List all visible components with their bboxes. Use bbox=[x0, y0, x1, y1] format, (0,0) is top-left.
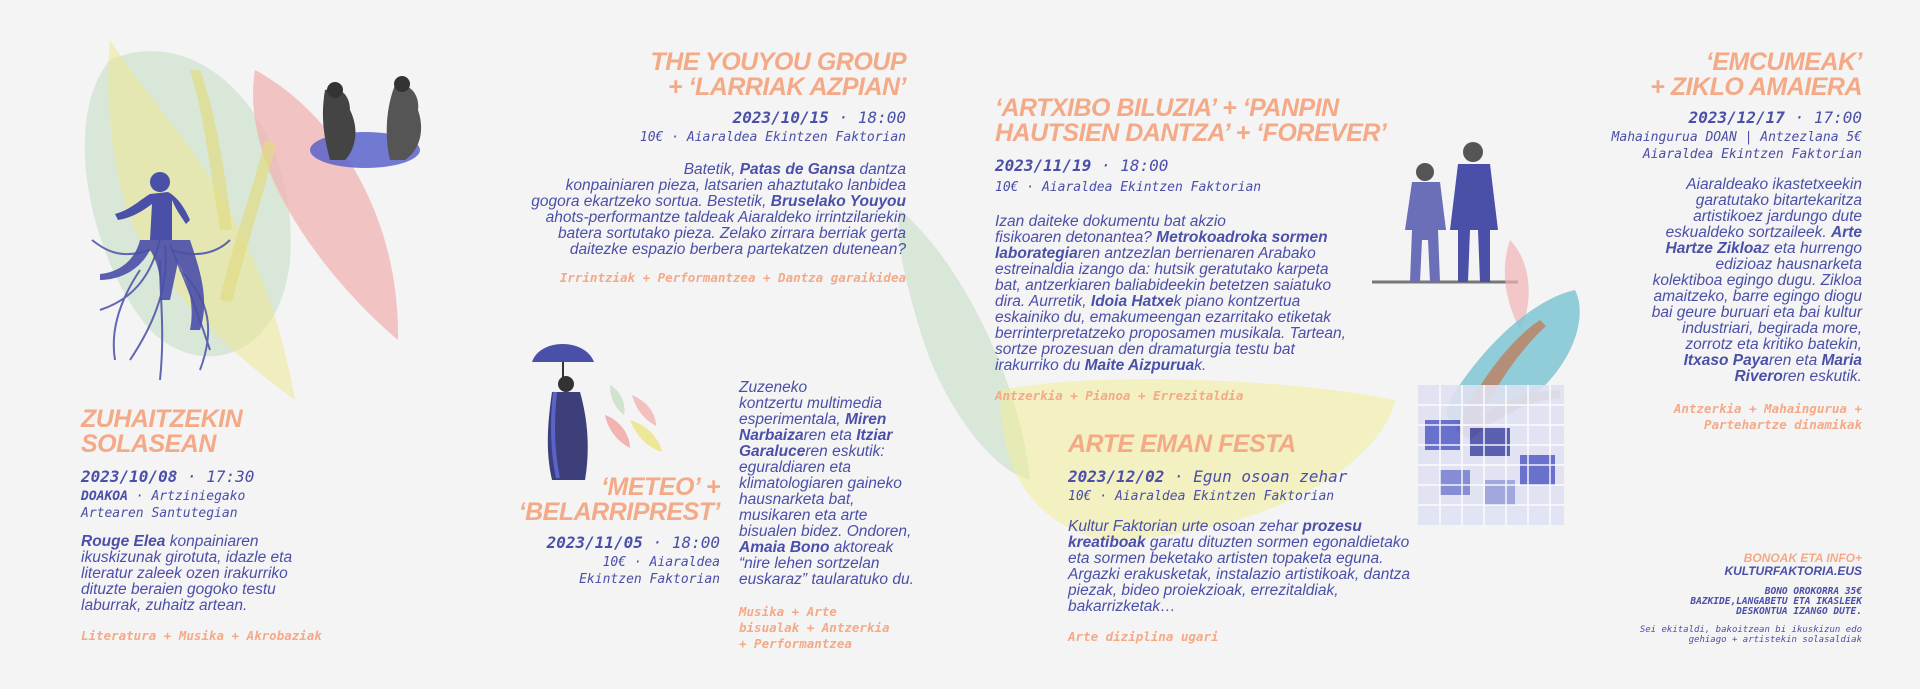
description-text: ren antzezlan berrienaren Arabako bbox=[1077, 245, 1316, 262]
description-text: z eta hurrengo bbox=[1762, 240, 1862, 257]
description-text: k. bbox=[1194, 357, 1207, 374]
description-text: garatutako bitartekaritza bbox=[1695, 192, 1862, 209]
event-tags bbox=[739, 604, 939, 652]
description-text: ren eskutik: bbox=[805, 443, 885, 460]
description-text: k piano kontzertua bbox=[1173, 293, 1301, 310]
description-text: bai geure buruari eta bai kultur bbox=[1651, 304, 1862, 321]
seated-figures-illustration bbox=[310, 76, 421, 168]
event-date bbox=[81, 467, 381, 486]
event-youyou bbox=[480, 50, 906, 286]
highlight-text: kreatiboak bbox=[1068, 534, 1146, 551]
event-tags: Literatura + Musika + Akrobaziak bbox=[81, 628, 322, 643]
event-artxibo bbox=[995, 96, 1395, 404]
description-text: konpainiaren bbox=[165, 533, 259, 550]
event-place-line: Artearen Santutegian bbox=[81, 506, 238, 521]
event-time: · 17:30 bbox=[186, 467, 255, 486]
description-text: Batetik, bbox=[683, 161, 740, 178]
description-text: eta sormen beketako artisten topaketa eguna. bbox=[1068, 550, 1384, 567]
event-title bbox=[81, 407, 381, 457]
footer-note-line: Sei ekitaldi, bakoitzean bi ikuskizun edo bbox=[1639, 625, 1862, 635]
umbrella-figure-illustration bbox=[532, 344, 594, 480]
event-place-line: 10€ · Aiaraldea bbox=[602, 555, 720, 570]
description-text: industriari, begirada more, bbox=[1681, 320, 1862, 337]
event-place: 10€ · Aiaraldea Ekintzen Faktorian bbox=[995, 180, 1262, 195]
description-text: aktoreak bbox=[829, 539, 894, 556]
event-title bbox=[995, 96, 1395, 146]
performer-name: Metrokoadroka sormen bbox=[1156, 229, 1328, 246]
description-text: edizioaz hausnarketa bbox=[1715, 256, 1862, 273]
event-title-line: ZUHAITZEKIN bbox=[81, 405, 243, 433]
event-title-line: ‘BELARRIPREST’ bbox=[518, 498, 720, 526]
event-title-line: ‘METEO’ + bbox=[601, 473, 720, 501]
event-time: · 18:00 bbox=[652, 533, 720, 552]
description-text: eskualdeko sortzaileek. bbox=[1665, 224, 1831, 241]
small-pink-leaf-2 bbox=[632, 395, 656, 426]
description-text: irakurriko du bbox=[995, 357, 1085, 374]
performer-name: Itxaso Paya bbox=[1683, 352, 1769, 369]
event-tags-line: Partehartze dinamikak bbox=[1703, 417, 1862, 432]
footer-note-line: gehiago + artistekin solasaldiak bbox=[1688, 635, 1862, 645]
description-text: ren eskutik. bbox=[1782, 368, 1862, 385]
description-text: esperimentala, bbox=[739, 411, 845, 428]
performer-name: Miren bbox=[844, 411, 887, 428]
event-time: · Egun osoan zehar bbox=[1173, 467, 1348, 486]
event-date-value: 2023/11/05 bbox=[546, 533, 643, 552]
event-date-value: 2023/10/08 bbox=[81, 467, 178, 486]
event-time: · 17:00 bbox=[1794, 108, 1862, 127]
description-text: “nire lehen sortzelan bbox=[739, 555, 880, 572]
event-date bbox=[500, 533, 720, 552]
performer-name: Garaluce bbox=[739, 443, 806, 460]
event-tags-line: Musika + Arte bbox=[739, 604, 837, 619]
description-text: ahots-performantze taldeak Aiaraldeko irrintzilariekin bbox=[545, 209, 906, 226]
highlight-text: Hartze Zikloa bbox=[1665, 240, 1763, 257]
event-time: · 18:00 bbox=[838, 108, 906, 127]
description-text: Izan daiteke dokumentu bat akzio bbox=[995, 213, 1226, 230]
description-text: dira. Aurretik, bbox=[995, 293, 1091, 310]
event-time: · 18:00 bbox=[1100, 156, 1169, 175]
event-title-line: SOLASEAN bbox=[81, 430, 216, 458]
event-description bbox=[995, 214, 1395, 374]
event-description bbox=[81, 534, 381, 614]
event-date-value: 2023/12/02 bbox=[1068, 467, 1165, 486]
event-meteo-header bbox=[500, 475, 720, 588]
event-title-line: + ‘LARRIAK AZPIAN’ bbox=[668, 73, 906, 101]
event-place bbox=[1580, 129, 1862, 163]
event-place: 10€ · Aiaraldea Ekintzen Faktorian bbox=[639, 130, 906, 145]
highlight-text: Arte bbox=[1830, 224, 1862, 241]
event-tags-line: + Performantzea bbox=[739, 636, 852, 651]
event-tags bbox=[1580, 401, 1862, 433]
description-text: berrinterpretatzeko proposamen musikala. Tartean, bbox=[995, 325, 1346, 342]
event-date bbox=[480, 108, 906, 127]
event-tags-line: bisualak + Antzerkia bbox=[739, 620, 890, 635]
performer-name: Rivero bbox=[1734, 368, 1783, 385]
event-date bbox=[1580, 108, 1862, 127]
event-title-line: ‘EMCUMEAK’ bbox=[1705, 48, 1862, 76]
event-place-line: · Artziniegako bbox=[135, 489, 246, 504]
performer-name: Amaia Bono bbox=[739, 539, 830, 556]
event-date-value: 2023/11/19 bbox=[995, 156, 1092, 175]
performer-name: Maite Aizpurua bbox=[1084, 357, 1195, 374]
description-text: literatur zaleek ozen irakurriko bbox=[81, 565, 288, 582]
description-text: Kultur Faktorian urte osoan zehar bbox=[1068, 518, 1303, 535]
performer-name: Rouge Elea bbox=[81, 533, 166, 550]
description-text: artistikoez jardungo dute bbox=[1693, 208, 1862, 225]
description-text: dantza bbox=[855, 161, 906, 178]
event-title-line: HAUTSIEN DANTZA’ + ‘FOREVER’ bbox=[995, 119, 1387, 147]
description-text: fisikoaren detonantea? bbox=[995, 229, 1157, 246]
description-text: Argazki erakusketak, instalazio artistikoak, dantza bbox=[1068, 566, 1411, 583]
footer-note bbox=[1600, 625, 1862, 645]
performer-name: Patas de Gansa bbox=[739, 161, 856, 178]
event-date bbox=[995, 156, 1395, 175]
event-price: DOAKOA bbox=[81, 489, 128, 504]
small-yellow-leaf bbox=[630, 420, 662, 452]
event-date-value: 2023/12/17 bbox=[1688, 108, 1785, 127]
event-date bbox=[1068, 467, 1448, 486]
description-text: kontzertu multimedia bbox=[739, 395, 883, 412]
event-title-line: + ZIKLO AMAIERA bbox=[1650, 73, 1862, 101]
description-text: eskainiko du, emakumeengan ezarritako etiketak bbox=[995, 309, 1332, 326]
event-title-line: THE YOUYOU GROUP bbox=[650, 48, 906, 76]
bono-line: DESKONTUA IZANGO DUTE. bbox=[1736, 606, 1862, 617]
event-title bbox=[500, 475, 720, 525]
description-text: Aiaraldeako ikastetxeekin bbox=[1686, 176, 1862, 193]
performer-name: Maria bbox=[1821, 352, 1862, 369]
description-text: amaitzeko, barre egingo diogu bbox=[1653, 288, 1862, 305]
description-text: bakarrizketak… bbox=[1068, 598, 1176, 615]
footer-info bbox=[1600, 552, 1862, 645]
description-text: kolektiboa egingo dugu. Zikloa bbox=[1652, 272, 1862, 289]
event-place-line: Ekintzen Faktorian bbox=[579, 572, 720, 587]
bono-line: BONO OROKORRA 35€ bbox=[1764, 586, 1862, 597]
event-description bbox=[1580, 177, 1862, 385]
description-text: euskaraz” taularatuko du. bbox=[739, 571, 914, 588]
description-text: garatu dituzten sormen egonaldietako bbox=[1145, 534, 1410, 551]
description-text: Zuzeneko bbox=[739, 379, 808, 396]
performer-name: laborategia bbox=[995, 245, 1078, 262]
description-text: klimatologiaren gaineko bbox=[739, 475, 902, 492]
description-text: batera sortutako pieza. Zelako zirrara berriak gerta bbox=[557, 225, 906, 242]
description-text: eguraldiaren eta bbox=[739, 459, 852, 476]
event-date-value: 2023/10/15 bbox=[732, 108, 829, 127]
event-place: 10€ · Aiaraldea Ekintzen Faktorian bbox=[1068, 489, 1335, 504]
description-text: zorrotz eta kritiko batekin, bbox=[1685, 336, 1862, 353]
small-pink-leaf bbox=[605, 415, 630, 448]
bonoak-info-label: BONOAK ETA INFO+ bbox=[1743, 551, 1862, 565]
bono-line: BAZKIDE,LANGABETU ETA IKASLEEK bbox=[1690, 596, 1862, 607]
event-place-line: Mahaingurua DOAN | Antzezlana 5€ bbox=[1611, 130, 1862, 145]
event-place bbox=[81, 488, 381, 522]
description-text: ikuskizunak girotuta, idazle eta bbox=[81, 549, 293, 566]
performer-name: Narbaiza bbox=[739, 427, 804, 444]
description-text: konpainiaren pieza, latsarien ahaztutako lanbidea bbox=[565, 177, 906, 194]
description-text: ren eta bbox=[803, 427, 857, 444]
event-description bbox=[480, 162, 906, 258]
description-text: musikaren eta arte bbox=[739, 507, 868, 524]
event-tags: Antzerkia + Pianoa + Errezitaldia bbox=[995, 388, 1244, 403]
description-text: ren eta bbox=[1768, 352, 1822, 369]
event-description bbox=[1068, 519, 1448, 615]
event-emcumeak bbox=[1580, 50, 1862, 433]
small-green-leaf bbox=[610, 385, 624, 415]
description-text: daitezke espazio berbera partekatzen dutenean? bbox=[569, 241, 906, 258]
website-link[interactable]: KULTURFAKTORIA.EUS bbox=[1724, 564, 1862, 578]
description-text: bisualen bidez. Ondoren, bbox=[739, 523, 912, 540]
event-meteo-body bbox=[739, 380, 939, 652]
event-place bbox=[500, 554, 720, 588]
description-text: estreinaldia izango da: hutsik geratutako karpeta bbox=[995, 261, 1329, 278]
description-text: gogora ekartzeko sortua. Bestetik, bbox=[531, 193, 771, 210]
event-arte-eman-festa bbox=[1068, 432, 1448, 645]
description-text: dituzte beraien gogoko testu bbox=[81, 581, 276, 598]
event-title-line: ‘ARTXIBO BILUZIA’ + ‘PANPIN bbox=[995, 94, 1339, 122]
event-place-line: Aiaraldea Ekintzen Faktorian bbox=[1642, 147, 1862, 162]
description-text: bat, antzerkiaren baliabideekin betetzen saiatuko bbox=[995, 277, 1332, 294]
event-zuhaitzekin bbox=[81, 407, 381, 644]
description-text: sortze prozesuan den dramaturgia testu bat bbox=[995, 341, 1295, 358]
description-text: piezak, bideo proiekzioak, errezitaldiak, bbox=[1068, 582, 1339, 599]
description-text: hausnarketa bat, bbox=[739, 491, 855, 508]
performer-name: Idoia Hatxe bbox=[1090, 293, 1174, 310]
performer-name: Bruselako Youyou bbox=[770, 193, 906, 210]
event-tags: Arte diziplina ugari bbox=[1068, 629, 1219, 644]
event-tags: Irrintziak + Performantzea + Dantza garaikidea bbox=[559, 270, 906, 285]
event-description bbox=[739, 380, 939, 588]
highlight-text: prozesu bbox=[1302, 518, 1362, 535]
event-tags-line: Antzerkia + Mahaingurua + bbox=[1673, 401, 1862, 416]
event-title: ARTE EMAN FESTA bbox=[1068, 430, 1296, 458]
event-title bbox=[480, 50, 906, 100]
performer-name: Itziar bbox=[856, 427, 893, 444]
bono-info bbox=[1600, 587, 1862, 617]
description-text: laburrak, zuhaitz artean. bbox=[81, 597, 248, 614]
event-title bbox=[1580, 50, 1862, 100]
